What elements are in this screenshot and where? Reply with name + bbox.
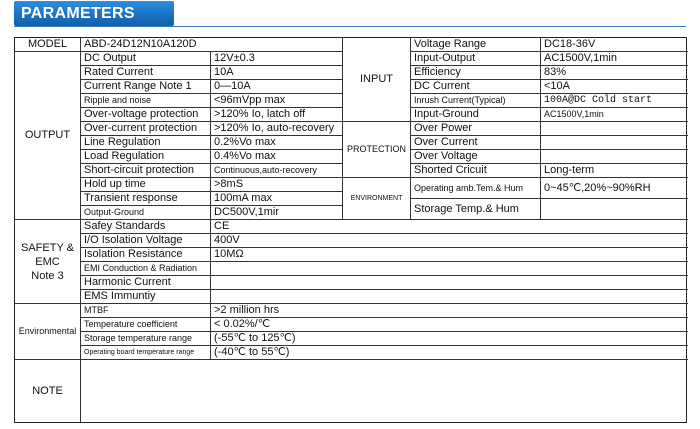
output-value: 12V±0.3 (211, 52, 343, 66)
output-label: Rated Current (81, 66, 211, 80)
environment-label: Storage Temp.& Hum (411, 199, 541, 220)
safety-label: Harmonic Current (81, 276, 211, 290)
parameters-banner (14, 1, 174, 26)
safety-label: EMI Conduction & Radiation (81, 262, 211, 276)
environmental-label: Temperature coefficient (81, 318, 211, 332)
environmental-label: Operating board temperature range (81, 346, 211, 360)
input-value: DC18-36V (541, 38, 688, 52)
output-label: Short-circuit protection (81, 164, 211, 178)
environmental-section-label: Environmental (15, 304, 81, 360)
safety-emc-section-label (15, 220, 81, 304)
protection-label: Over Current (411, 136, 541, 150)
output-label: Over-voltage protection (81, 108, 211, 122)
parameters-table (14, 37, 687, 423)
output-label: Load Regulation (81, 150, 211, 164)
model-value: ABD-24D12N10A120D (81, 38, 343, 52)
output-label: DC Output (81, 52, 211, 66)
input-label: DC Current (411, 80, 541, 94)
input-value: AC1500V,1min (541, 52, 688, 66)
output-value: DC500V,1mir (211, 206, 343, 220)
environmental-value: (-40℃ to 55℃) (211, 346, 688, 360)
output-label: Output-Ground (81, 206, 211, 220)
output-label: Transient response (81, 192, 211, 206)
safety-label: EMS Immuntiy (81, 290, 211, 304)
input-section-label: INPUT (343, 38, 411, 122)
input-label: Input-Ground (411, 108, 541, 122)
safety-value: 400V (211, 234, 688, 248)
output-value: 10A (211, 66, 343, 80)
environment-value: 0~45℃,20%~90%RH (541, 178, 688, 199)
safety-value: 10MΩ (211, 248, 688, 262)
output-value: Continuous,auto-recovery (211, 164, 343, 178)
output-value: 0.4%Vo max (211, 150, 343, 164)
safety-section-line: Note 3 (31, 269, 64, 282)
output-value: 100mA max (211, 192, 343, 206)
input-value: 83% (541, 66, 688, 80)
note-content (81, 360, 688, 422)
environmental-value: < 0.02%/℃ (211, 318, 688, 332)
safety-section-line: EMC (35, 255, 60, 268)
safety-value: CE (211, 220, 688, 234)
protection-value (541, 122, 688, 136)
safety-label: Isolation Resistance (81, 248, 211, 262)
output-value: 0—10A (211, 80, 343, 94)
environmental-value: >2 million hrs (211, 304, 688, 318)
output-section-label: OUTPUT (15, 52, 81, 220)
environment-label: Operating amb.Tem.& Hum (411, 178, 541, 199)
input-label: Efficiency (411, 66, 541, 80)
protection-label: Over Voltage (411, 150, 541, 164)
protection-value (541, 136, 688, 150)
output-label: Over-current protection (81, 122, 211, 136)
parameters-title: PARAMETERS (21, 5, 135, 22)
model-label: MODEL (15, 38, 81, 52)
note-label: NOTE (15, 360, 81, 422)
output-label: Ripple and noise (81, 94, 211, 108)
input-label: Input-Output (411, 52, 541, 66)
safety-label: Safey Standards (81, 220, 211, 234)
environmental-value: (-55℃ to 125℃) (211, 332, 688, 346)
safety-value (211, 290, 688, 304)
input-value: AC1500V,1min (541, 108, 688, 122)
output-value: 0.2%Vo max (211, 136, 343, 150)
environment-value (541, 199, 688, 220)
input-label: Voltage Range (411, 38, 541, 52)
environmental-label: Storage temperature range (81, 332, 211, 346)
safety-value (211, 262, 688, 276)
protection-value (541, 150, 688, 164)
safety-value (211, 276, 688, 290)
input-label: Inrush Current(Typical) (411, 94, 541, 108)
output-value: >8mS (211, 178, 343, 192)
environment-section-label: ENVIRONMENT (343, 178, 411, 220)
output-value: >120% Io, latch off (211, 108, 343, 122)
protection-value: Long-term (541, 164, 688, 178)
protection-section-label: PROTECTION (343, 122, 411, 178)
input-value: 100A@DC Cold start (541, 94, 688, 108)
output-label: Line Regulation (81, 136, 211, 150)
safety-label: I/O Isolation Voltage (81, 234, 211, 248)
output-label: Hold up time (81, 178, 211, 192)
output-label: Current Range Note 1 (81, 80, 211, 94)
banner-underline (14, 26, 686, 27)
protection-label: Shorted Cricuit (411, 164, 541, 178)
safety-section-line: SAFETY & (21, 241, 74, 254)
output-value: >120% Io, auto-recovery (211, 122, 343, 136)
output-value: <96mVpp max (211, 94, 343, 108)
protection-label: Over Power (411, 122, 541, 136)
environmental-label: MTBF (81, 304, 211, 318)
input-value: <10A (541, 80, 688, 94)
